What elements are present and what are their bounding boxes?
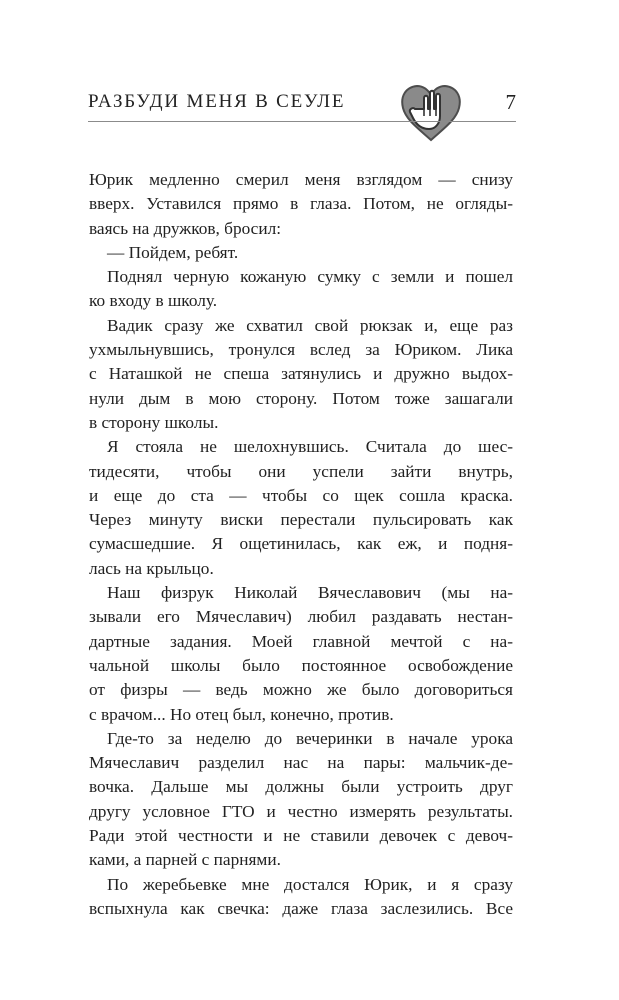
- text-line: Я стояла не шелохнувшись. Считала до шес-: [107, 437, 513, 457]
- text-line: вверх. Уставился прямо в глаза. Потом, не огляды-: [89, 194, 513, 214]
- text-line: вспыхнула как свечка: даже глаза заслезились. Все: [89, 898, 513, 918]
- running-title: РАЗБУДИ МЕНЯ В СЕУЛЕ: [88, 91, 346, 112]
- text-line: — Пойдем, ребят.: [107, 242, 239, 262]
- page-number: 7: [505, 90, 516, 114]
- text-line: вочка. Дальше мы должны были устроить друг: [89, 777, 513, 797]
- text-line: с Наташкой не спеша затянулись и дружно выдох-: [89, 364, 513, 384]
- page-header: [88, 88, 516, 126]
- text-line: Через минуту виски перестали пульсировать как: [89, 510, 513, 530]
- text-line: зывали его Мячеславич) любил раздавать нестан-: [89, 607, 513, 627]
- text-line: и еще до ста — чтобы со щек сошла краска.: [89, 485, 513, 505]
- text-line: чальной школы было постоянное освобождение: [89, 655, 513, 675]
- text-line: Вадик сразу же схватил свой рюкзак и, еще раз: [107, 315, 513, 335]
- text-line: Ради этой честности и не ставили девочек с девоч-: [89, 826, 513, 846]
- text-line: сумасшедшие. Я ощетинилась, как еж, и подня-: [89, 534, 513, 554]
- text-line: ваясь на дружков, бросил:: [89, 218, 282, 238]
- text-line: ко входу в школу.: [89, 291, 218, 311]
- text-line: ухмыльнувшись, тронулся вслед за Юриком. Лика: [89, 340, 513, 360]
- text-line: в сторону школы.: [89, 412, 219, 432]
- text-line: от физры — ведь можно же было договориться: [89, 680, 513, 700]
- text-line: По жеребьевке мне достался Юрик, и я сразу: [107, 874, 513, 894]
- body-text: [89, 168, 513, 921]
- text-line: тидесяти, чтобы они успели зайти внутрь,: [89, 461, 513, 481]
- heart-hand-icon: [396, 80, 466, 144]
- text-line: с врачом... Но отец был, конечно, против.: [89, 704, 394, 724]
- text-line: другу условное ГТО и честно измерять результаты.: [89, 801, 513, 821]
- header-divider: [88, 121, 516, 122]
- text-line: Где-то за неделю до вечеринки в начале урока: [107, 728, 513, 748]
- text-line: Юрик медленно смерил меня взглядом — снизу: [89, 170, 513, 189]
- text-line: нули дым в мою сторону. Потом тоже зашагали: [89, 388, 513, 408]
- text-line: ками, а парней с парнями.: [89, 850, 281, 870]
- text-line: Поднял черную кожаную сумку с земли и пошел: [107, 267, 513, 287]
- text-line: Наш физрук Николай Вячеславович (мы на-: [107, 583, 513, 603]
- text-line: Мячеславич разделил нас на пары: мальчик-де-: [89, 753, 513, 773]
- text-line: лась на крыльцо.: [89, 558, 214, 578]
- text-line: дартные задания. Моей главной мечтой с на-: [89, 631, 513, 651]
